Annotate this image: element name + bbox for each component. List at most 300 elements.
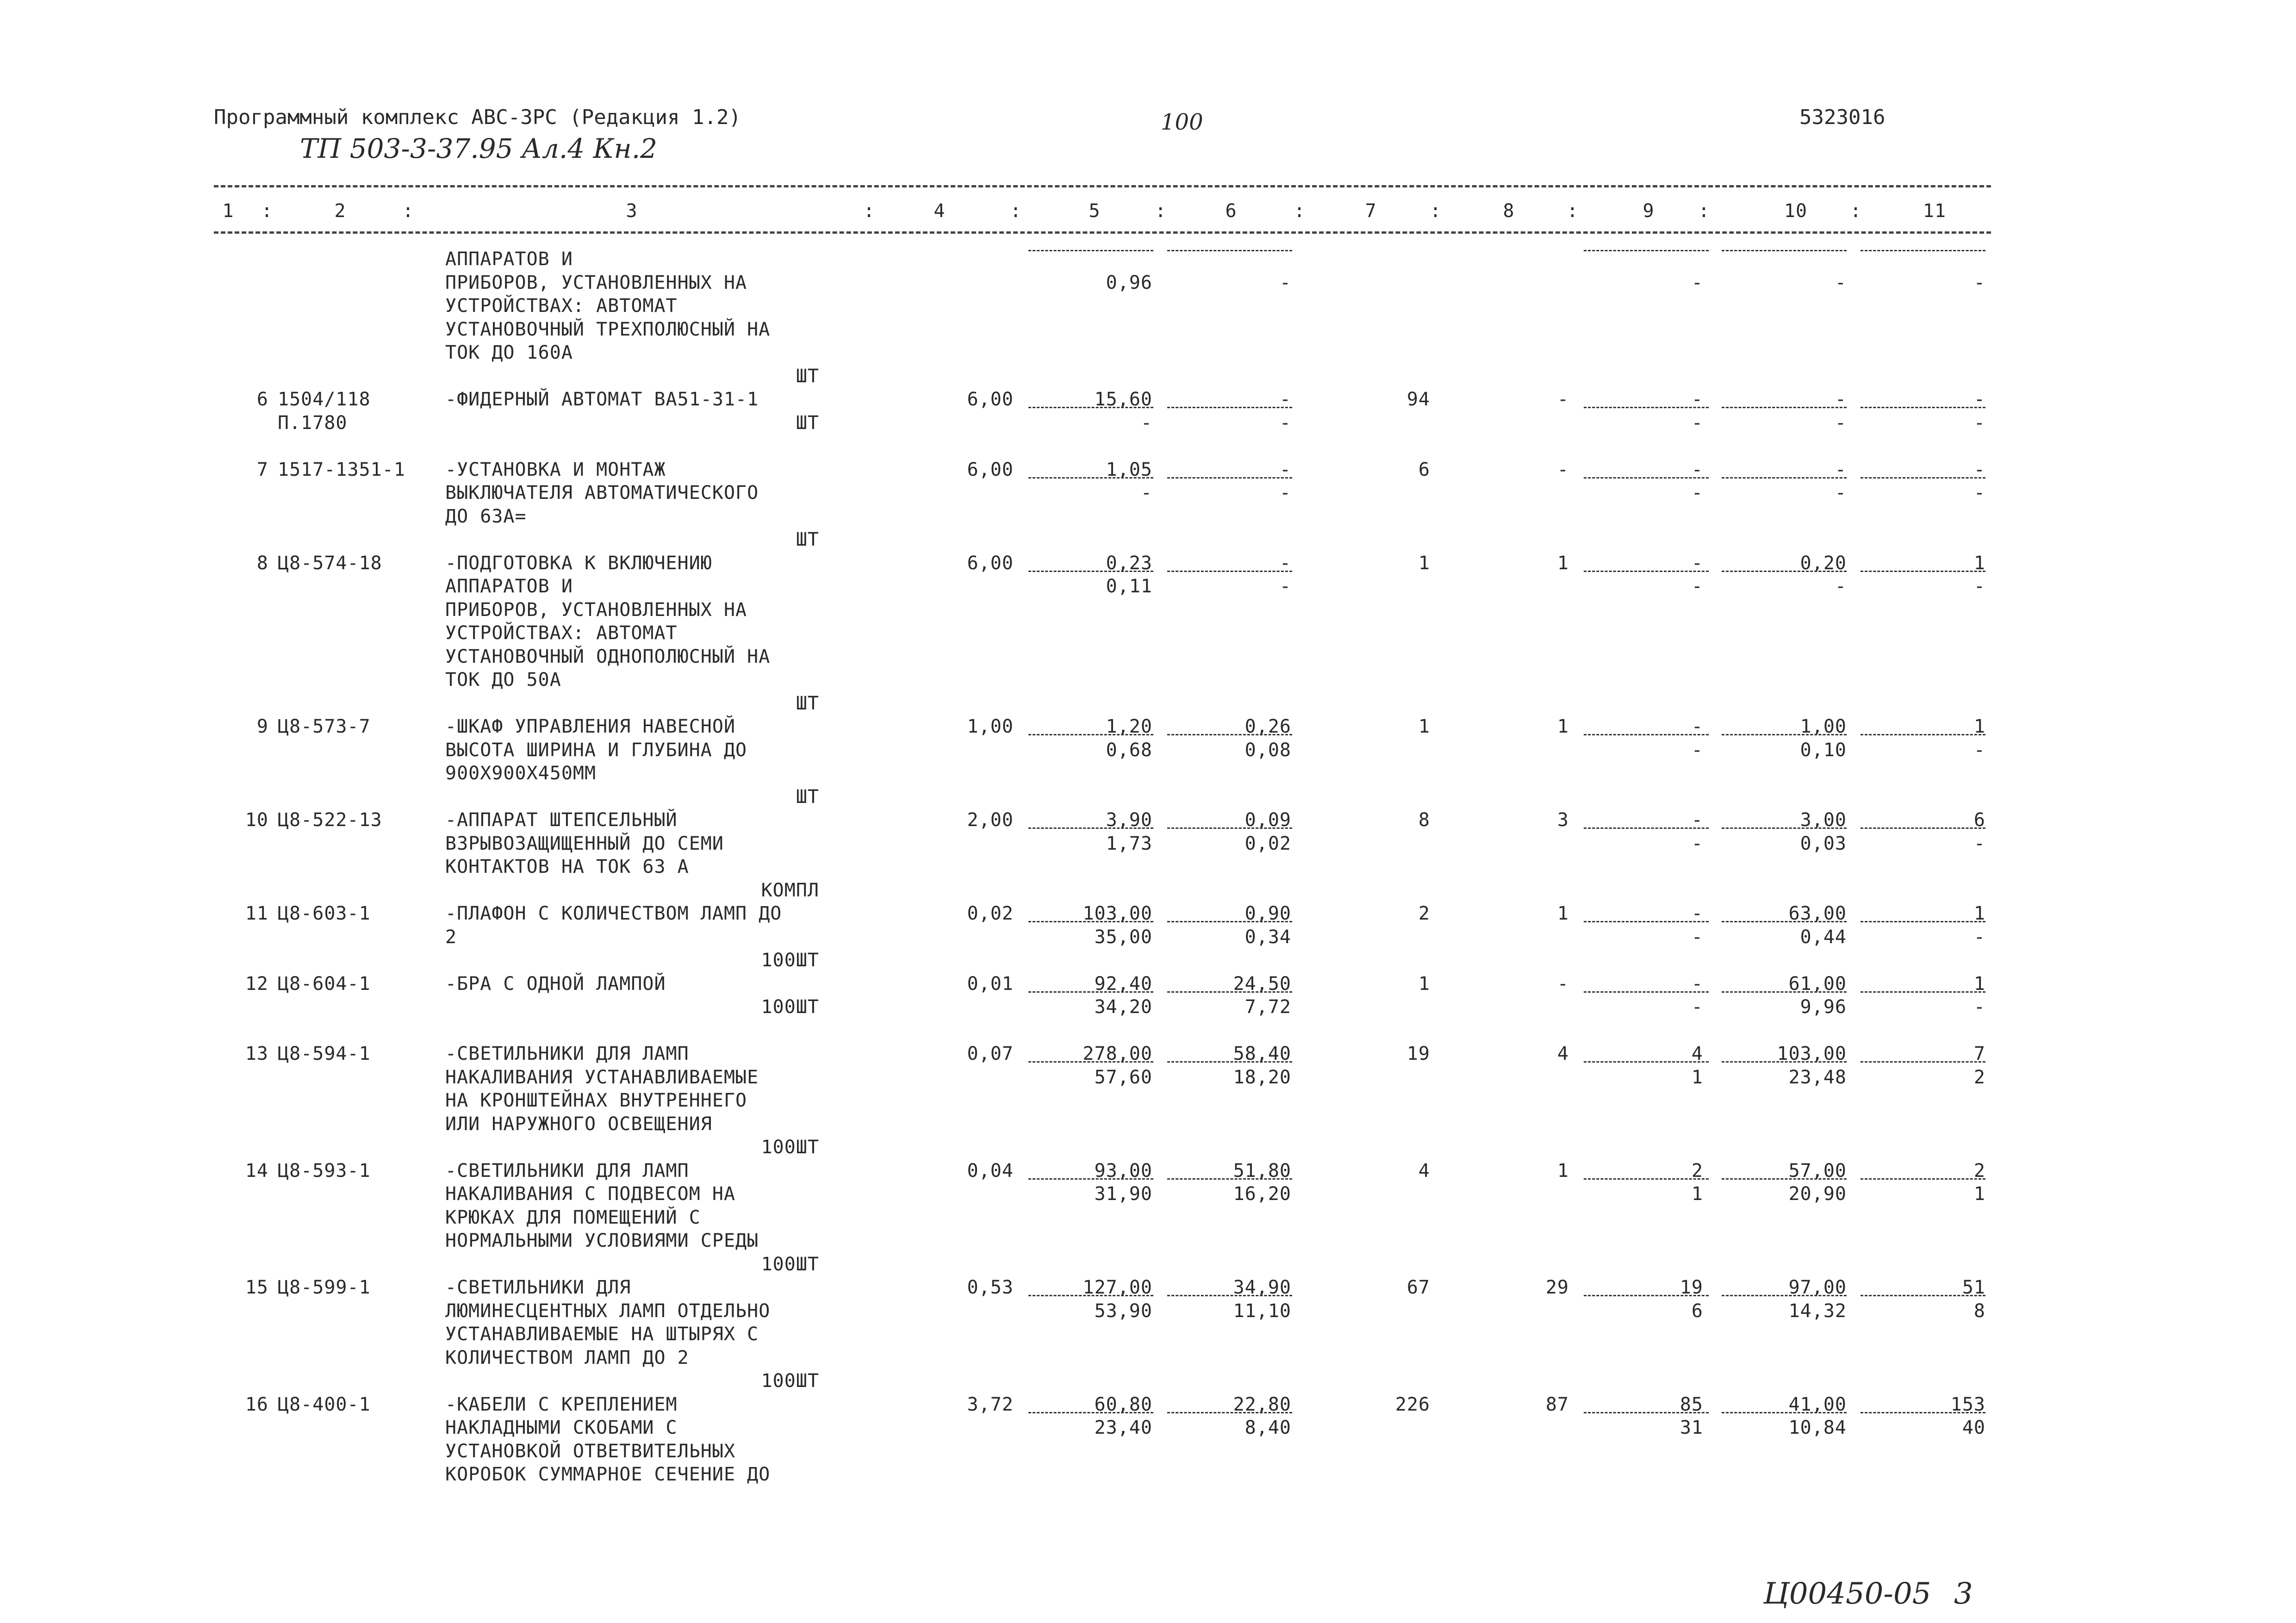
row-cell-11-alt: 40	[1962, 1417, 1985, 1438]
row-desc-line: УСТАНОВОЧНЫЙ ОДНОПОЛЮСНЫЙ НА	[445, 646, 771, 667]
subtotal-divider	[1167, 1061, 1292, 1063]
row-cell-9: -	[1691, 809, 1703, 831]
row-desc-line: -УСТАНОВКА И МОНТАЖ	[445, 459, 666, 480]
row-cell-8: 1	[1557, 1160, 1569, 1181]
row-desc-line: ВЫСОТА ШИРИНА И ГЛУБИНА ДО	[445, 739, 747, 761]
row-desc-line: -ФИДЕРНЫЙ АВТОМАТ ВА51-31-1	[445, 389, 759, 410]
row-number: 14	[245, 1160, 268, 1181]
row-cell-5-alt: 31,90	[1094, 1183, 1152, 1205]
row-desc-line: 900Х900Х450ММ	[445, 763, 597, 784]
cont-desc-line: ПРИБОРОВ, УСТАНОВЛЕННЫХ НА	[445, 272, 747, 293]
row-desc-line: КРЮКАХ ДЛЯ ПОМЕЩЕНИЙ С	[445, 1206, 701, 1228]
row-desc-line: КОРОБОК СУММАРНОЕ СЕЧЕНИЕ ДО	[445, 1464, 771, 1485]
row-cell-6-alt: -	[1279, 482, 1291, 504]
row-cell-6-alt: 0,34	[1244, 926, 1291, 948]
column-header-3: 3	[626, 200, 638, 222]
document-code: 5323016	[1799, 106, 1885, 129]
column-separator: :	[402, 200, 414, 222]
row-cell-11: 1	[1973, 903, 1985, 924]
row-desc-line: -АППАРАТ ШТЕПСЕЛЬНЫЙ	[445, 809, 678, 831]
row-cell-9: -	[1691, 716, 1703, 737]
row-cell-9-alt: 1	[1691, 1066, 1703, 1088]
row-cell-5: 3,90	[1106, 809, 1152, 831]
subtotal-divider	[1584, 1412, 1709, 1413]
row-cell-9-alt: -	[1691, 996, 1703, 1018]
cont-desc-line: УСТАНОВОЧНЫЙ ТРЕХПОЛЮСНЫЙ НА	[445, 318, 771, 340]
row-cell-9-alt: -	[1691, 833, 1703, 854]
row-cell-9-alt: -	[1691, 412, 1703, 434]
row-cell-6: -	[1279, 459, 1291, 480]
row-desc-line: УСТАНАВЛИВАЕМЫЕ НА ШТЫРЯХ С	[445, 1324, 759, 1345]
subtotal-divider	[1722, 477, 1847, 479]
row-unit: ШТ	[796, 412, 819, 434]
subtotal-divider	[1860, 250, 1985, 251]
column-separator: :	[261, 200, 273, 222]
row-cell-10: -	[1835, 389, 1847, 410]
row-cell-4: 3,72	[967, 1393, 1014, 1415]
row-cell-10: 97,00	[1788, 1277, 1847, 1298]
row-cell-10: 41,00	[1788, 1393, 1847, 1415]
page-number: 100	[1161, 109, 1203, 135]
column-separator: :	[1155, 200, 1167, 222]
row-cell-4: 0,04	[967, 1160, 1014, 1181]
subtotal-divider	[1860, 1295, 1985, 1296]
subtotal-divider	[1584, 250, 1709, 251]
row-cell-9: 19	[1680, 1277, 1703, 1298]
row-cell-7: 6	[1418, 459, 1430, 480]
row-cell-11: -	[1973, 389, 1985, 410]
row-cell-7: 226	[1395, 1393, 1430, 1415]
row-cell-6-alt: -	[1279, 576, 1291, 597]
row-cell-10-alt: 0,10	[1800, 739, 1847, 761]
row-cell-11: 51	[1962, 1277, 1985, 1298]
row-cell-6-alt: 0,02	[1244, 833, 1291, 854]
row-cell-9: -	[1691, 973, 1703, 995]
row-cell-6: 22,80	[1233, 1393, 1291, 1415]
row-desc-line: УСТАНОВКОЙ ОТВЕТВИТЕЛЬНЫХ	[445, 1440, 736, 1462]
row-cell-7: 1	[1418, 716, 1430, 737]
column-separator: :	[1010, 200, 1022, 222]
subtotal-divider	[1028, 734, 1153, 735]
column-header-4: 4	[933, 200, 946, 222]
header-rule	[214, 231, 1991, 234]
row-cell-9: -	[1691, 459, 1703, 480]
subtotal-divider	[1860, 734, 1985, 735]
row-cell-10-alt: 14,32	[1788, 1300, 1847, 1322]
row-code: Ц8-573-7	[278, 716, 371, 737]
row-cell-4: 6,00	[967, 459, 1014, 480]
row-cell-6-alt: 18,20	[1233, 1066, 1291, 1088]
subtotal-divider	[1722, 1061, 1847, 1063]
subtotal-divider	[1584, 1061, 1709, 1063]
row-number: 15	[245, 1277, 268, 1298]
subtotal-divider	[1722, 827, 1847, 829]
row-cell-11: 6	[1973, 809, 1985, 831]
column-separator: :	[1430, 200, 1442, 222]
subtotal-divider	[1860, 1061, 1985, 1063]
column-separator: :	[1294, 200, 1306, 222]
row-desc-line: ТОК ДО 50А	[445, 669, 561, 690]
row-cell-8: -	[1557, 973, 1569, 995]
row-cell-9-alt: -	[1691, 926, 1703, 948]
column-header-5: 5	[1089, 200, 1101, 222]
row-unit: 100ШТ	[761, 1137, 819, 1158]
row-desc-line: ДО 63А=	[445, 505, 527, 527]
cont-unit: ШТ	[796, 365, 819, 387]
subtotal-divider	[1028, 827, 1153, 829]
row-cell-11-alt: -	[1973, 412, 1985, 434]
row-cell-7: 2	[1418, 903, 1430, 924]
row-code: Ц8-603-1	[278, 903, 371, 924]
subtotal-divider	[1028, 250, 1153, 251]
top-rule	[214, 185, 1991, 187]
row-cell-9: -	[1691, 552, 1703, 574]
row-desc-line: -СВЕТИЛЬНИКИ ДЛЯ ЛАМП	[445, 1160, 689, 1181]
row-cell-5: 0,23	[1106, 552, 1152, 574]
row-cell-11: 7	[1973, 1043, 1985, 1064]
row-desc-line: -ПЛАФОН С КОЛИЧЕСТВОМ ЛАМП ДО	[445, 903, 782, 924]
subtotal-divider	[1722, 1295, 1847, 1296]
row-code: Ц8-593-1	[278, 1160, 371, 1181]
row-number: 12	[245, 973, 268, 995]
row-desc-line: -ШКАФ УПРАВЛЕНИЯ НАВЕСНОЙ	[445, 716, 736, 737]
subtotal-divider	[1860, 571, 1985, 572]
row-cell-10: 3,00	[1800, 809, 1847, 831]
row-desc-line: -БРА С ОДНОЙ ЛАМПОЙ	[445, 973, 666, 995]
row-cell-8: 1	[1557, 716, 1569, 737]
row-cell-10-alt: 10,84	[1788, 1417, 1847, 1438]
row-number: 11	[245, 903, 268, 924]
row-cell-8: -	[1557, 389, 1569, 410]
row-number: 13	[245, 1043, 268, 1064]
row-cell-10-alt: -	[1835, 482, 1847, 504]
row-cell-6: 34,90	[1233, 1277, 1291, 1298]
row-cell-6: -	[1279, 552, 1291, 574]
row-cell-11-alt: -	[1973, 996, 1985, 1018]
row-cell-9: -	[1691, 389, 1703, 410]
row-desc-line: НАКЛАДНЫМИ СКОБАМИ С	[445, 1417, 678, 1438]
row-number: 16	[245, 1393, 268, 1415]
row-cell-4: 0,01	[967, 973, 1014, 995]
row-unit: 100ШТ	[761, 996, 819, 1018]
cont-desc-line: УСТРОЙСТВАХ: АВТОМАТ	[445, 295, 678, 317]
row-desc-line: НАКАЛИВАНИЯ УСТАНАВЛИВАЕМЫЕ	[445, 1066, 759, 1088]
row-desc-line: ВЗРЫВОЗАЩИЩЕННЫЙ ДО СЕМИ	[445, 833, 724, 854]
row-cell-5: 1,20	[1106, 716, 1152, 737]
subtotal-divider	[1028, 1178, 1153, 1180]
row-cell-4: 2,00	[967, 809, 1014, 831]
row-unit: 100ШТ	[761, 950, 819, 971]
row-cell-5-alt: 0,11	[1106, 576, 1152, 597]
sheet-number: 3	[1954, 1577, 1973, 1611]
row-number: 9	[256, 716, 268, 737]
row-cell-5-alt: 57,60	[1094, 1066, 1152, 1088]
row-cell-7: 8	[1418, 809, 1430, 831]
subtotal-divider	[1167, 1412, 1292, 1413]
subtotal-divider	[1584, 477, 1709, 479]
subtotal-divider	[1860, 1412, 1985, 1413]
row-cell-7: 4	[1418, 1160, 1430, 1181]
column-separator: :	[1567, 200, 1579, 222]
row-cell-11-alt: 1	[1973, 1183, 1985, 1205]
row-desc-line: ПРИБОРОВ, УСТАНОВЛЕННЫХ НА	[445, 599, 747, 621]
row-cell-11: 153	[1950, 1393, 1985, 1415]
subtotal-divider	[1028, 991, 1153, 993]
row-code: Ц8-522-13	[278, 809, 382, 831]
row-cell-9: 2	[1691, 1160, 1703, 1181]
row-cell-9: 4	[1691, 1043, 1703, 1064]
row-cell-4: 1,00	[967, 716, 1014, 737]
column-header-10: 10	[1784, 200, 1808, 222]
subtotal-divider	[1028, 1061, 1153, 1063]
row-cell-8: 4	[1557, 1043, 1569, 1064]
row-cell-6: 58,40	[1233, 1043, 1291, 1064]
row-cell-7: 67	[1406, 1277, 1430, 1298]
row-cell-10: 57,00	[1788, 1160, 1847, 1181]
subtotal-divider	[1167, 250, 1292, 251]
row-number: 10	[245, 809, 268, 831]
subtotal-divider	[1028, 1295, 1153, 1296]
row-cell-9-alt: -	[1691, 576, 1703, 597]
row-cell-9-alt: 31	[1680, 1417, 1703, 1438]
handwritten-reference: ТП 503-3-37.95 Ал.4 Кн.2	[300, 133, 658, 164]
row-cell-10-alt: 23,48	[1788, 1066, 1847, 1088]
row-cell-10: 1,00	[1800, 716, 1847, 737]
cont-cell-9-alt: -	[1691, 272, 1703, 293]
row-cell-11-alt: -	[1973, 739, 1985, 761]
subtotal-divider	[1722, 1178, 1847, 1180]
row-cell-11-alt: -	[1973, 833, 1985, 854]
row-cell-6: 51,80	[1233, 1160, 1291, 1181]
row-code: Ц8-574-18	[278, 552, 382, 574]
row-cell-4: 6,00	[967, 552, 1014, 574]
row-cell-5: 127,00	[1083, 1277, 1152, 1298]
row-cell-6-alt: 7,72	[1244, 996, 1291, 1018]
subtotal-divider	[1167, 1178, 1292, 1180]
subtotal-divider	[1722, 1412, 1847, 1413]
archive-stamp: Ц00450-05	[1763, 1577, 1931, 1611]
row-cell-6: 24,50	[1233, 973, 1291, 995]
column-separator: :	[1698, 200, 1710, 222]
row-number: 8	[256, 552, 268, 574]
row-unit: 100ШТ	[761, 1253, 819, 1275]
row-unit: КОМПЛ	[761, 879, 819, 901]
row-cell-10-alt: -	[1835, 576, 1847, 597]
row-desc-line: ИЛИ НАРУЖНОГО ОСВЕЩЕНИЯ	[445, 1113, 712, 1135]
row-cell-10: 61,00	[1788, 973, 1847, 995]
subtotal-divider	[1722, 921, 1847, 922]
subtotal-divider	[1028, 407, 1153, 408]
row-cell-6: 0,26	[1244, 716, 1291, 737]
row-cell-5: 92,40	[1094, 973, 1152, 995]
row-cell-11-alt: -	[1973, 482, 1985, 504]
subtotal-divider	[1860, 407, 1985, 408]
subtotal-divider	[1860, 1178, 1985, 1180]
row-cell-9: -	[1691, 903, 1703, 924]
row-cell-11-alt: 8	[1973, 1300, 1985, 1322]
subtotal-divider	[1584, 1295, 1709, 1296]
cont-desc-line: АППАРАТОВ И	[445, 249, 573, 270]
cont-desc-line: ТОК ДО 160А	[445, 342, 573, 363]
row-cell-11: 1	[1973, 973, 1985, 995]
row-cell-4: 0,07	[967, 1043, 1014, 1064]
column-header-9: 9	[1643, 200, 1655, 222]
row-cell-10: 0,20	[1800, 552, 1847, 574]
row-desc-line: -СВЕТИЛЬНИКИ ДЛЯ ЛАМП	[445, 1043, 689, 1064]
row-cell-10-alt: 20,90	[1788, 1183, 1847, 1205]
subtotal-divider	[1860, 921, 1985, 922]
row-cell-4: 0,53	[967, 1277, 1014, 1298]
row-cell-5: 93,00	[1094, 1160, 1152, 1181]
row-desc-line: ЛЮМИНЕСЦЕНТНЫХ ЛАМП ОТДЕЛЬНО	[445, 1300, 771, 1322]
row-cell-6-alt: 8,40	[1244, 1417, 1291, 1438]
row-cell-5: 60,80	[1094, 1393, 1152, 1415]
row-desc-line: -ПОДГОТОВКА К ВКЛЮЧЕНИЮ	[445, 552, 712, 574]
row-desc-line: ВЫКЛЮЧАТЕЛЯ АВТОМАТИЧЕСКОГО	[445, 482, 759, 504]
row-cell-5-alt: 1,73	[1106, 833, 1152, 854]
row-unit: ШТ	[796, 529, 819, 550]
row-code-secondary: П.1780	[278, 412, 348, 434]
subtotal-divider	[1028, 571, 1153, 572]
row-cell-5: 103,00	[1083, 903, 1152, 924]
row-code: 1504/118	[278, 389, 371, 410]
subtotal-divider	[1167, 991, 1292, 993]
cont-cell-5-alt: 0,96	[1106, 272, 1152, 293]
row-number: 7	[256, 459, 268, 480]
row-desc-line: НОРМАЛЬНЫМИ УСЛОВИЯМИ СРЕДЫ	[445, 1230, 759, 1251]
cont-cell-11-alt: -	[1973, 272, 1985, 293]
cont-cell-10-alt: -	[1835, 272, 1847, 293]
row-code: 1517-1351-1	[278, 459, 405, 480]
row-cell-5-alt: -	[1140, 482, 1152, 504]
subtotal-divider	[1584, 1178, 1709, 1180]
subtotal-divider	[1722, 250, 1847, 251]
row-cell-8: 29	[1545, 1277, 1569, 1298]
subtotal-divider	[1584, 571, 1709, 572]
column-header-11: 11	[1923, 200, 1947, 222]
row-code: Ц8-599-1	[278, 1277, 371, 1298]
row-cell-5-alt: 0,68	[1106, 739, 1152, 761]
row-cell-10: 63,00	[1788, 903, 1847, 924]
subtotal-divider	[1167, 477, 1292, 479]
row-cell-5: 1,05	[1106, 459, 1152, 480]
subtotal-divider	[1028, 921, 1153, 922]
column-header-6: 6	[1225, 200, 1237, 222]
row-cell-11-alt: -	[1973, 576, 1985, 597]
subtotal-divider	[1722, 407, 1847, 408]
subtotal-divider	[1584, 921, 1709, 922]
row-desc-line: НА КРОНШТЕЙНАХ ВНУТРЕННЕГО	[445, 1090, 747, 1111]
subtotal-divider	[1584, 734, 1709, 735]
row-desc-line: УСТРОЙСТВАХ: АВТОМАТ	[445, 622, 678, 644]
row-cell-8: 87	[1545, 1393, 1569, 1415]
subtotal-divider	[1860, 991, 1985, 993]
row-cell-5-alt: 23,40	[1094, 1417, 1152, 1438]
column-header-1: 1	[222, 200, 234, 222]
row-unit: ШТ	[796, 786, 819, 808]
program-header: Программный комплекс АВС-3РС (Редакция 1.2)	[214, 106, 741, 129]
row-cell-5-alt: 53,90	[1094, 1300, 1152, 1322]
row-cell-6-alt: 11,10	[1233, 1300, 1291, 1322]
row-unit: 100ШТ	[761, 1370, 819, 1392]
column-separator: :	[1850, 200, 1862, 222]
row-cell-8: 1	[1557, 552, 1569, 574]
row-cell-11: 1	[1973, 716, 1985, 737]
row-cell-6: -	[1279, 389, 1291, 410]
row-cell-7: 1	[1418, 552, 1430, 574]
row-cell-11: 1	[1973, 552, 1985, 574]
row-cell-5: 278,00	[1083, 1043, 1152, 1064]
subtotal-divider	[1860, 477, 1985, 479]
subtotal-divider	[1722, 734, 1847, 735]
row-cell-5-alt: 35,00	[1094, 926, 1152, 948]
subtotal-divider	[1028, 477, 1153, 479]
row-desc-line: НАКАЛИВАНИЯ С ПОДВЕСОМ НА	[445, 1183, 736, 1205]
column-header-2: 2	[334, 200, 346, 222]
subtotal-divider	[1860, 827, 1985, 829]
row-cell-5: 15,60	[1094, 389, 1152, 410]
row-cell-11: -	[1973, 459, 1985, 480]
row-cell-6: 0,09	[1244, 809, 1291, 831]
row-cell-11-alt: -	[1973, 926, 1985, 948]
subtotal-divider	[1722, 571, 1847, 572]
cont-cell-6-alt: -	[1279, 272, 1291, 293]
row-cell-10: -	[1835, 459, 1847, 480]
row-cell-10-alt: 9,96	[1800, 996, 1847, 1018]
row-cell-5-alt: -	[1140, 412, 1152, 434]
subtotal-divider	[1167, 407, 1292, 408]
row-code: Ц8-400-1	[278, 1393, 371, 1415]
row-cell-9-alt: 1	[1691, 1183, 1703, 1205]
row-cell-11: 2	[1973, 1160, 1985, 1181]
row-desc-line: -КАБЕЛИ С КРЕПЛЕНИЕМ	[445, 1393, 678, 1415]
row-cell-10-alt: 0,44	[1800, 926, 1847, 948]
row-cell-8: -	[1557, 459, 1569, 480]
row-desc-line: -СВЕТИЛЬНИКИ ДЛЯ	[445, 1277, 631, 1298]
row-desc-line: АППАРАТОВ И	[445, 576, 573, 597]
row-cell-11-alt: 2	[1973, 1066, 1985, 1088]
row-cell-9: 85	[1680, 1393, 1703, 1415]
row-cell-9-alt: -	[1691, 482, 1703, 504]
subtotal-divider	[1167, 571, 1292, 572]
row-desc-line: КОНТАКТОВ НА ТОК 63 А	[445, 856, 689, 877]
subtotal-divider	[1584, 991, 1709, 993]
subtotal-divider	[1167, 827, 1292, 829]
row-cell-8: 1	[1557, 903, 1569, 924]
column-separator: :	[863, 200, 875, 222]
row-code: Ц8-594-1	[278, 1043, 371, 1064]
row-cell-5-alt: 34,20	[1094, 996, 1152, 1018]
row-number: 6	[256, 389, 268, 410]
row-cell-4: 6,00	[967, 389, 1014, 410]
row-desc-line: КОЛИЧЕСТВОМ ЛАМП ДО 2	[445, 1347, 689, 1368]
subtotal-divider	[1167, 734, 1292, 735]
row-unit: ШТ	[796, 692, 819, 714]
subtotal-divider	[1584, 827, 1709, 829]
row-cell-7: 19	[1406, 1043, 1430, 1064]
row-cell-6-alt: 0,08	[1244, 739, 1291, 761]
row-cell-7: 94	[1406, 389, 1430, 410]
row-cell-10-alt: 0,03	[1800, 833, 1847, 854]
row-cell-9-alt: -	[1691, 739, 1703, 761]
row-cell-7: 1	[1418, 973, 1430, 995]
row-code: Ц8-604-1	[278, 973, 371, 995]
row-cell-9-alt: 6	[1691, 1300, 1703, 1322]
subtotal-divider	[1028, 1412, 1153, 1413]
subtotal-divider	[1167, 1295, 1292, 1296]
row-desc-line: 2	[445, 926, 457, 948]
column-header-8: 8	[1503, 200, 1515, 222]
